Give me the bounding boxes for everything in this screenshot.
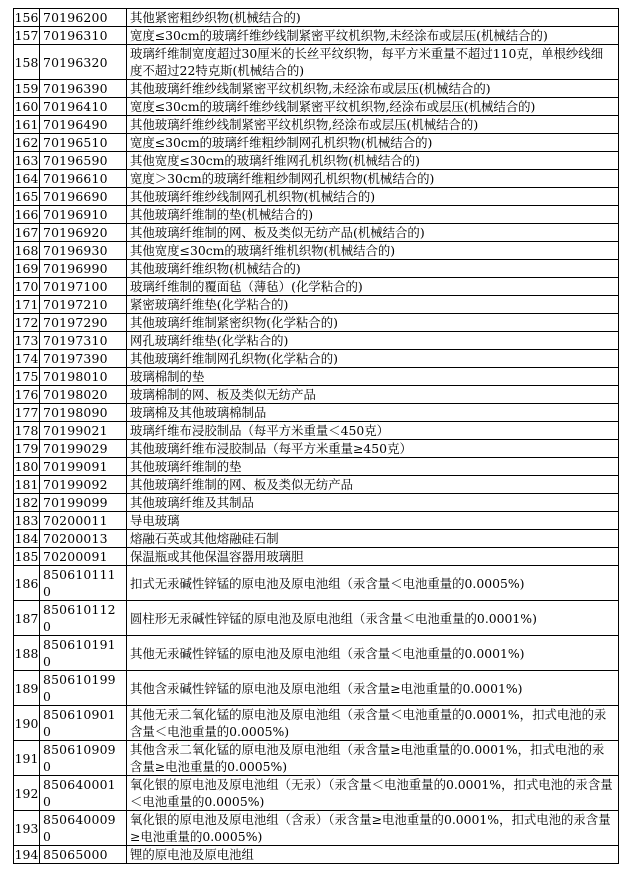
description-cell: 其他玻璃纤维制网孔织物(化学粘合的): [127, 350, 619, 368]
row-number-cell: 179: [14, 441, 39, 456]
description-cell: 锂的原电池及原电池组: [127, 846, 619, 864]
row-number-cell: 168: [14, 243, 39, 258]
description-cell: 其他玻璃纤维及其制品: [127, 494, 619, 512]
row-number-cell: 159: [14, 81, 39, 96]
commodity-code-cell: 70199091: [40, 458, 127, 476]
commodity-code-cell: 70197100: [40, 278, 127, 296]
row-number-cell: 167: [14, 225, 39, 240]
description-cell: 其他玻璃纤维纱线制紧密平纹机织物,经涂布或层压(机械结合的): [127, 116, 619, 134]
row-number-cell: 177: [14, 405, 39, 420]
description-cell: 其他宽度≤30cm的玻璃纤维网孔机织物(机械结合的): [127, 152, 619, 170]
table-row: [14, 332, 619, 350]
description-cell: 其他含汞二氧化锰的原电池及原电池组（汞含量≥电池重量的0.0001%，扣式电池的汞含量≥电池重量的0.0005%): [127, 741, 619, 776]
description-cell: 玻璃棉制的垫: [127, 368, 619, 386]
commodity-code-cell: 70198010: [40, 368, 127, 386]
table-row: [14, 314, 619, 332]
description-cell: 其他玻璃纤维纱线制紧密平纹机织物,未经涂布或层压(机械结合的): [127, 80, 619, 98]
commodity-code-cell: 8506101990: [40, 671, 127, 706]
table-row: [14, 242, 619, 260]
row-number-cell: 188: [14, 636, 40, 671]
description-cell: 其他玻璃纤维制的垫: [127, 458, 619, 476]
row-number-cell: 170: [14, 279, 39, 294]
table-row: [14, 224, 619, 242]
row-number-cell: 190: [14, 706, 40, 741]
description-cell: 其他无汞二氧化锰的原电池及原电池组（汞含量＜电池重量的0.0001%，扣式电池的汞含量＜电池重量的0.0005%): [127, 706, 619, 741]
document-page: [13, 8, 619, 864]
row-number-cell: 189: [14, 671, 40, 706]
row-number-cell: 173: [14, 333, 39, 348]
description-cell: 宽度＞30cm的玻璃纤维粗纱制网孔机织物(机械结合的): [127, 170, 619, 188]
table-row: [14, 811, 619, 846]
description-cell: 其他宽度≤30cm的玻璃纤维机织物(机械结合的): [127, 242, 619, 260]
description-cell: 其他玻璃纤维制的网、板及类似无纺产品: [127, 476, 619, 494]
table-row: [14, 530, 619, 548]
description-cell: 其他玻璃纤维制紧密织物(化学粘合的): [127, 314, 619, 332]
commodity-code-cell: 70200011: [40, 512, 127, 530]
table-row: [14, 188, 619, 206]
table-row: [14, 601, 619, 636]
description-cell: 其他紧密粗纱织物(机械结合的): [127, 9, 619, 27]
row-number-cell: 192: [14, 776, 40, 811]
commodity-code-cell: 70196910: [40, 206, 127, 224]
table-body: [14, 9, 619, 864]
commodity-code-cell: 8506109010: [40, 706, 127, 741]
description-cell: 熔融石英或其他熔融硅石制: [127, 530, 619, 548]
description-cell: 玻璃棉制的网、板及类似无纺产品: [127, 386, 619, 404]
table-row: [14, 636, 619, 671]
commodity-code-cell: 85065000: [40, 846, 127, 864]
table-row: [14, 9, 619, 27]
commodity-code-cell: 70196510: [40, 134, 127, 152]
table-row: [14, 494, 619, 512]
row-number-cell: 166: [14, 207, 39, 222]
row-number-cell: 158: [14, 45, 40, 80]
description-cell: 其他玻璃纤维纱线制网孔机织物(机械结合的): [127, 188, 619, 206]
table-row: [14, 27, 619, 45]
description-cell: 玻璃棉及其他玻璃棉制品: [127, 404, 619, 422]
table-row: [14, 706, 619, 741]
commodity-code-cell: 70198020: [40, 386, 127, 404]
row-number-cell: 165: [14, 189, 39, 204]
commodity-code-cell: 8506101910: [40, 636, 127, 671]
table-row: [14, 260, 619, 278]
commodity-code-cell: 70196990: [40, 260, 127, 278]
commodity-code-cell: 70196390: [40, 80, 127, 98]
table-row: [14, 458, 619, 476]
table-row: [14, 566, 619, 601]
row-number-cell: 193: [14, 811, 40, 846]
description-cell: 其他玻璃纤维织物(机械结合的): [127, 260, 619, 278]
table-row: [14, 548, 619, 566]
commodity-code-cell: 70196590: [40, 152, 127, 170]
commodity-code-cell: 70200091: [40, 548, 127, 566]
table-row: [14, 440, 619, 458]
description-cell: 保温瓶或其他保温容器用玻璃胆: [127, 548, 619, 566]
description-cell: 玻璃纤维制宽度超过30厘米的长丝平纹织物，每平方米重量不超过110克，单根纱线细度不超过22特克斯(机械结合的): [127, 45, 619, 80]
description-cell: 其他玻璃纤维制的网、板及类似无纺产品(机械结合的): [127, 224, 619, 242]
description-cell: 其他玻璃纤维布浸胶制品（每平方米重量≥450克）: [127, 440, 619, 458]
row-number-cell: 163: [14, 153, 39, 168]
commodity-code-cell: 70200013: [40, 530, 127, 548]
commodity-code-cell: 8506101110: [40, 566, 127, 601]
commodity-code-cell: 70196690: [40, 188, 127, 206]
description-cell: 其他玻璃纤维制的垫(机械结合的): [127, 206, 619, 224]
table-row: [14, 404, 619, 422]
row-number-cell: 178: [14, 423, 39, 438]
tariff-code-table: [13, 8, 619, 864]
row-number-cell: 183: [14, 513, 39, 528]
row-number-cell: 184: [14, 531, 39, 546]
row-number-cell: 187: [14, 601, 40, 636]
commodity-code-cell: 70198090: [40, 404, 127, 422]
description-cell: 导电玻璃: [127, 512, 619, 530]
table-row: [14, 278, 619, 296]
table-row: [14, 671, 619, 706]
description-cell: 其他无汞碱性锌锰的原电池及原电池组（汞含量＜电池重量的0.0001%): [127, 636, 619, 671]
row-number-cell: 162: [14, 135, 39, 150]
row-number-cell: 161: [14, 117, 39, 132]
commodity-code-cell: 70199099: [40, 494, 127, 512]
commodity-code-cell: 70196310: [40, 27, 127, 45]
description-cell: 其他含汞碱性锌锰的原电池及原电池组（汞含量≥电池重量的0.0001%): [127, 671, 619, 706]
commodity-code-cell: 70196320: [40, 45, 127, 80]
table-row: [14, 116, 619, 134]
commodity-code-cell: 70199092: [40, 476, 127, 494]
description-cell: 氧化银的原电池及原电池组（含汞）（汞含量≥电池重量的0.0001%，扣式电池的汞含量≥电池重量的0.0005%): [127, 811, 619, 846]
description-cell: 玻璃纤维制的覆面毡（薄毡）(化学粘合的): [127, 278, 619, 296]
table-row: [14, 134, 619, 152]
description-cell: 宽度≤30cm的玻璃纤维纱线制紧密平纹机织物,未经涂布或层压(机械结合的): [127, 27, 619, 45]
table-row: [14, 386, 619, 404]
description-cell: 宽度≤30cm的玻璃纤维粗纱制网孔机织物(机械结合的): [127, 134, 619, 152]
row-number-cell: 175: [14, 369, 39, 384]
row-number-cell: 181: [14, 477, 39, 492]
commodity-code-cell: 70197290: [40, 314, 127, 332]
commodity-code-cell: 8506109090: [40, 741, 127, 776]
table-row: [14, 45, 619, 80]
row-number-cell: 160: [14, 99, 39, 114]
description-cell: 宽度≤30cm的玻璃纤维纱线制紧密平纹机织物,经涂布或层压(机械结合的): [127, 98, 619, 116]
table-row: [14, 80, 619, 98]
row-number-cell: 156: [14, 10, 39, 25]
commodity-code-cell: 70197310: [40, 332, 127, 350]
description-cell: 扣式无汞碱性锌锰的原电池及原电池组（汞含量＜电池重量的0.0005%): [127, 566, 619, 601]
table-row: [14, 368, 619, 386]
row-number-cell: 171: [14, 297, 39, 312]
commodity-code-cell: 8506400090: [40, 811, 127, 846]
table-row: [14, 846, 619, 864]
table-row: [14, 776, 619, 811]
description-cell: 圆柱形无汞碱性锌锰的原电池及原电池组（汞含量＜电池重量的0.0001%): [127, 601, 619, 636]
table-row: [14, 741, 619, 776]
row-number-cell: 176: [14, 387, 39, 402]
commodity-code-cell: 70197210: [40, 296, 127, 314]
description-cell: 紧密玻璃纤维垫(化学粘合的): [127, 296, 619, 314]
commodity-code-cell: 70196200: [40, 9, 127, 27]
description-cell: 氧化银的原电池及原电池组（无汞）（汞含量＜电池重量的0.0001%，扣式电池的汞含量＜电池重量的0.0005%): [127, 776, 619, 811]
commodity-code-cell: 70196610: [40, 170, 127, 188]
row-number-cell: 172: [14, 315, 39, 330]
row-number-cell: 194: [14, 847, 39, 862]
row-number-cell: 169: [14, 261, 39, 276]
table-row: [14, 170, 619, 188]
description-cell: 网孔玻璃纤维垫(化学粘合的): [127, 332, 619, 350]
commodity-code-cell: 70199021: [40, 422, 127, 440]
table-row: [14, 476, 619, 494]
table-row: [14, 152, 619, 170]
description-cell: 玻璃纤维布浸胶制品（每平方米重量＜450克）: [127, 422, 619, 440]
commodity-code-cell: 70196920: [40, 224, 127, 242]
row-number-cell: 157: [14, 28, 39, 43]
commodity-code-cell: 70196490: [40, 116, 127, 134]
row-number-cell: 164: [14, 171, 39, 186]
table-row: [14, 296, 619, 314]
table-row: [14, 98, 619, 116]
commodity-code-cell: 8506101120: [40, 601, 127, 636]
row-number-cell: 191: [14, 741, 40, 776]
table-row: [14, 350, 619, 368]
table-row: [14, 512, 619, 530]
row-number-cell: 180: [14, 459, 39, 474]
row-number-cell: 186: [14, 566, 40, 601]
commodity-code-cell: 70196410: [40, 98, 127, 116]
commodity-code-cell: 8506400010: [40, 776, 127, 811]
commodity-code-cell: 70199029: [40, 440, 127, 458]
row-number-cell: 185: [14, 549, 39, 564]
commodity-code-cell: 70197390: [40, 350, 127, 368]
table-row: [14, 206, 619, 224]
row-number-cell: 174: [14, 351, 39, 366]
commodity-code-cell: 70196930: [40, 242, 127, 260]
row-number-cell: 182: [14, 495, 39, 510]
table-row: [14, 422, 619, 440]
